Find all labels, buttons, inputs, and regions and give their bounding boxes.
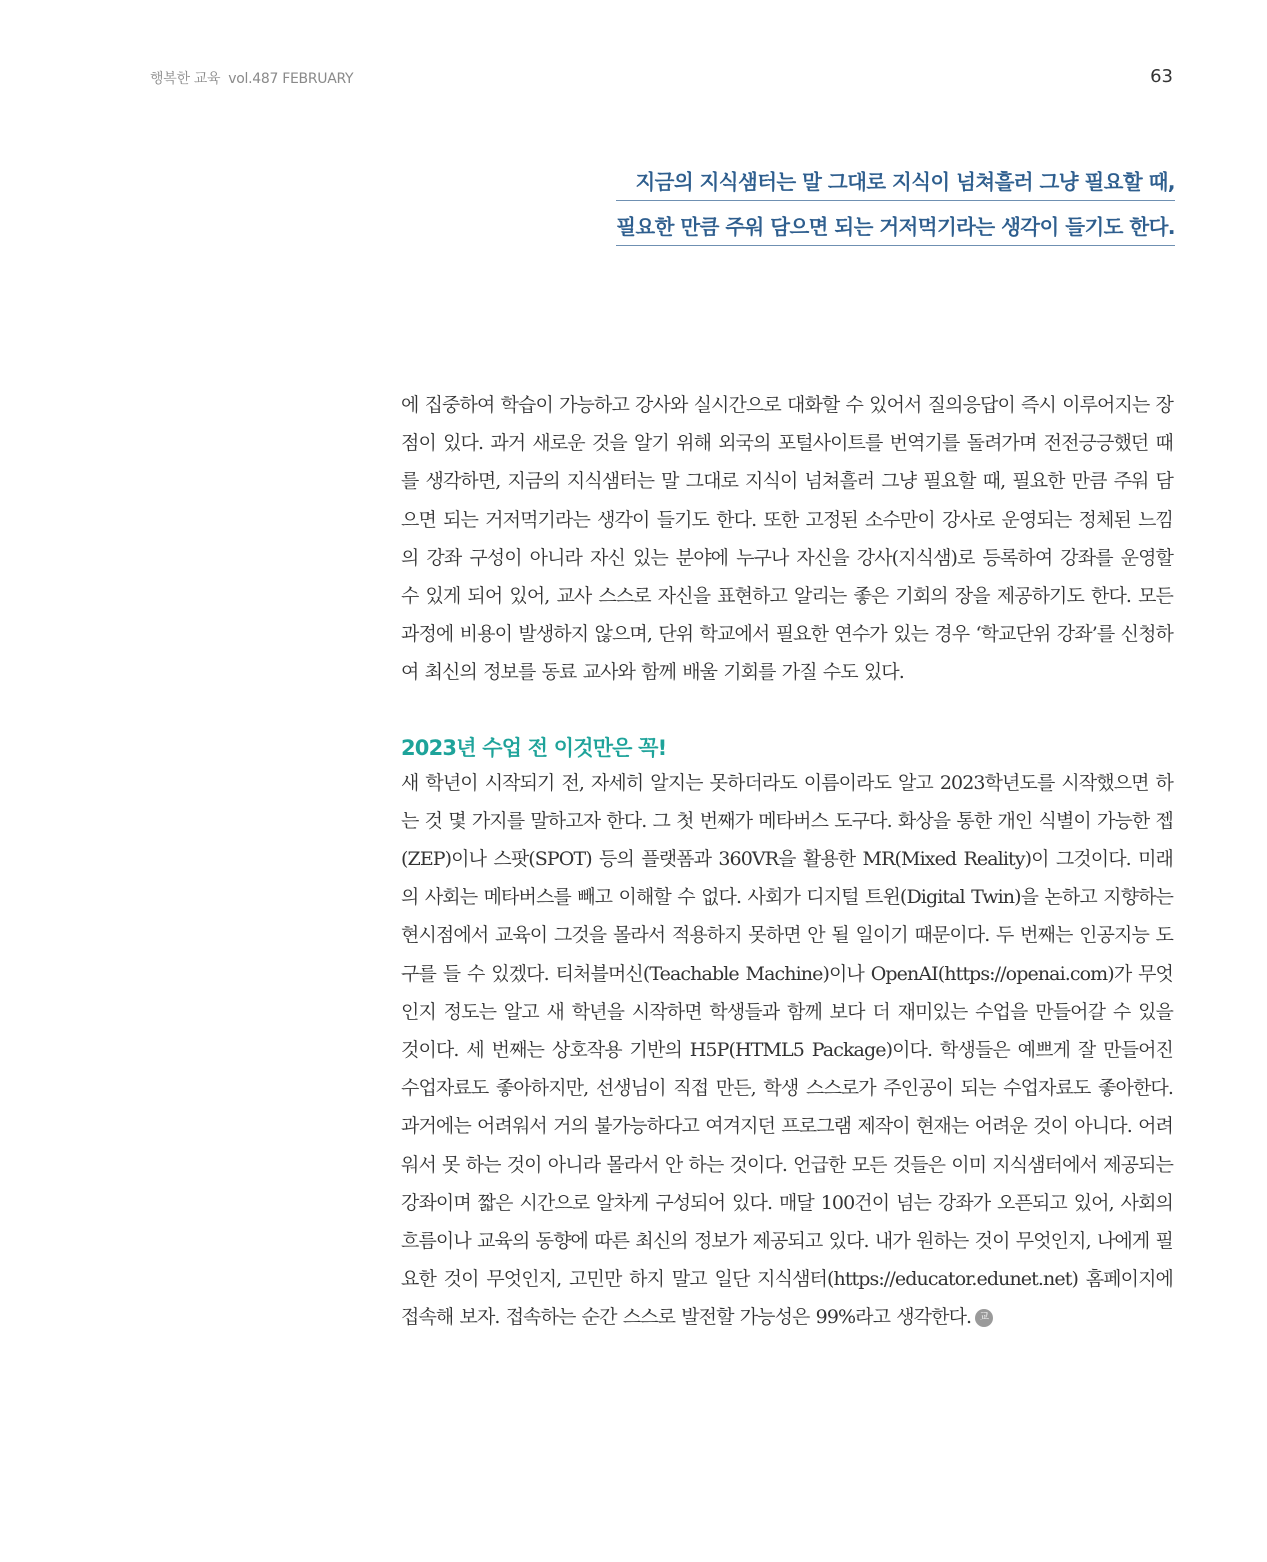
article-body xyxy=(401,386,1173,1337)
running-header xyxy=(150,68,353,88)
magazine-title: 행복한 교육 xyxy=(150,71,221,87)
pull-quote xyxy=(616,168,1175,258)
volume-label: vol.487 FEBRUARY xyxy=(228,71,354,87)
page-number: 63 xyxy=(1150,66,1173,87)
body-paragraph-2 xyxy=(401,764,1173,1337)
section-heading: 2023년 수업 전 이것만은 꼭! xyxy=(401,735,667,760)
pull-quote-line-2: 필요한 만큼 주워 담으면 되는 거저먹기라는 생각이 들기도 한다. xyxy=(616,213,1175,246)
pull-quote-line-1: 지금의 지식샘터는 말 그대로 지식이 넘쳐흘러 그냥 필요할 때, xyxy=(616,168,1175,201)
body-paragraph-2-text: 새 학년이 시작되기 전, 자세히 알지는 못하더라도 이름이라도 알고 2023학년도를 시작했으면 하는 것 몇 가지를 말하고자 한다. 그 첫 번째가 메타버스 도구다. 화상을 통한 개인 식별이 가능한 젭(ZEP)이나 스팟(SPOT) 등의 플랫폼과 360VR을 활용한 MR(Mixed Reality)이 그것이다. 미래의 사회는 메타버스를 빼고 이해할 수 없다. 사회가 디지털 트윈(Digital Twin)을 논하고 지향하는 현시점에서 교육이 그것을 몰라서 적용하지 못하면 안 될 일이기 때문이다. 두 번째는 인공지능 도구를 들 수 있겠다. 티처블머신(Teachable Machine)이나 OpenAI(https://openai.com)가 무엇인지 정도는 알고 새 학년을 시작하면 학생들과 함께 보다 더 재미있는 수업을 만들어갈 수 있을 것이다. 세 번째는 상호작용 기반의 H5P(HTML5 Package)이다. 학생들은 예쁘게 잘 만들어진 수업자료도 좋아하지만, 선생님이 직접 만든, 학생 스스로가 주인공이 되는 수업자료도 좋아한다. 과거에는 어려워서 거의 불가능하다고 여겨지던 프로그램 제작이 현재는 어려운 것이 아니다. 어려워서 못 하는 것이 아니라 몰라서 안 하는 것이다. 언급한 모든 것들은 이미 지식샘터에서 제공되는 강좌이며 짧은 시간으로 알차게 구성되어 있다. 매달 100건이 넘는 강좌가 오픈되고 있어, 사회의 흐름이나 교육의 동향에 따른 최신의 정보가 제공되고 있다. 내가 원하는 것이 무엇인지, 나에게 필요한 것이 무엇인지, 고민만 하지 말고 일단 지식샘터(https://educator.edunet.net) 홈페이지에 접속해 보자. 접속하는 순간 스스로 발전할 가능성은 99%라고 생각한다. xyxy=(401,771,1173,1329)
body-paragraph-1: 에 집중하여 학습이 가능하고 강사와 실시간으로 대화할 수 있어서 질의응답이 즉시 이루어지는 장점이 있다. 과거 새로운 것을 알기 위해 외국의 포털사이트를 번역기를 돌려가며 전전긍긍했던 때를 생각하면, 지금의 지식샘터는 말 그대로 지식이 넘쳐흘러 그냥 필요할 때, 필요한 만큼 주워 담으면 되는 거저먹기라는 생각이 들기도 한다. 또한 고정된 소수만이 강사로 운영되는 정체된 느낌의 강좌 구성이 아니라 자신 있는 분야에 누구나 자신을 강사(지식샘)로 등록하여 강좌를 운영할 수 있게 되어 있어, 교사 스스로 자신을 표현하고 알리는 좋은 기회의 장을 제공하기도 한다. 모든 과정에 비용이 발생하지 않으며, 단위 학교에서 필요한 연수가 있는 경우 ‘학교단위 강좌’를 신청하여 최신의 정보를 동료 교사와 함께 배울 기회를 가질 수도 있다. xyxy=(401,394,1173,684)
end-mark-icon: 교 xyxy=(975,1309,993,1327)
